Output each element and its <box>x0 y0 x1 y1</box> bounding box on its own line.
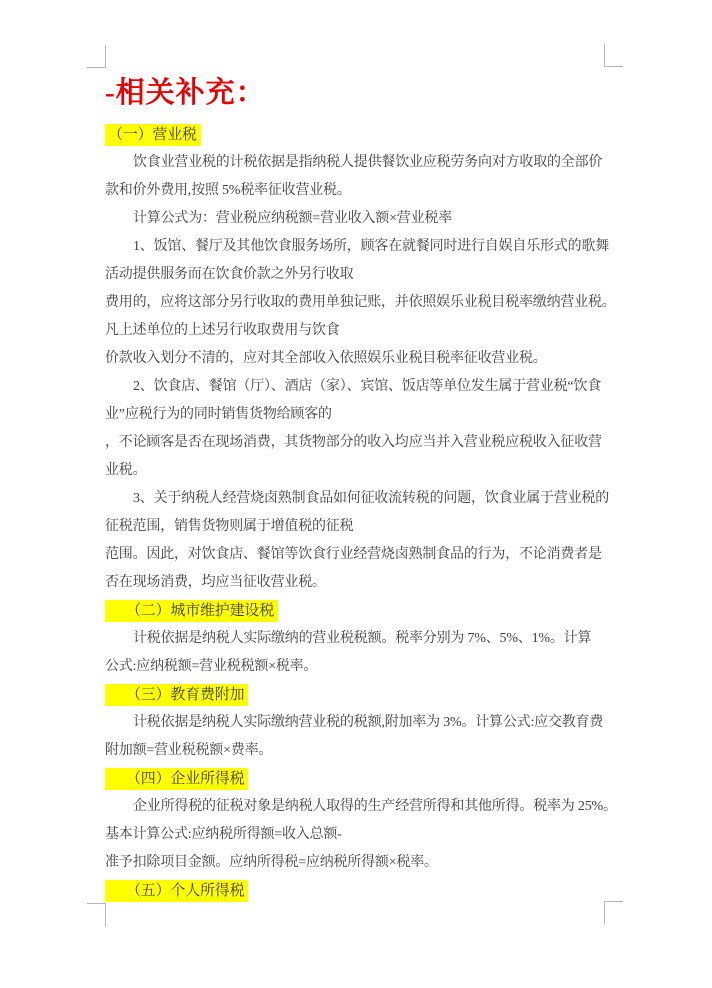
text-flow <box>105 74 617 905</box>
text-line: 基本计算公式:应纳税所得额=收入总额- <box>105 827 342 842</box>
text-line: 凡上述单位的上述另行收取费用与饮食 <box>105 323 340 338</box>
text-line: 准予扣除项目金额。应纳所得税=应纳税所得额×税率。 <box>105 855 438 870</box>
text-line: 费用的，应将这部分另行收取的费用单独记账，并依照娱乐业税目税率缴纳营业税。 <box>105 295 616 310</box>
crop-mark-top-left <box>87 45 106 68</box>
text-line: ，不论顾客是否在现场消费，其货物部分的收入均应当并入营业税应税收入征收营 <box>105 435 602 450</box>
text-line: 公式:应纳税额=营业税税额×税率。 <box>105 659 318 674</box>
text-line: 款和价外费用,按照 5%税率征收营业税。 <box>105 183 351 198</box>
text-line: 1、饭馆、餐厅及其他饮食服务场所，顾客在就餐同时进行自娱自乐形式的歌舞 <box>133 239 609 254</box>
crop-mark-top-right <box>604 44 623 67</box>
text-line: 3、关于纳税人经营烧卤熟制食品如何征收流转税的问题，饮食业属于营业税的 <box>133 491 609 506</box>
text-line: 范围。因此，对饮食店、餐馆等饮食行业经营烧卤熟制食品的行为，不论消费者是 <box>105 547 602 562</box>
highlighted-header-text: （一）营业税 <box>105 124 201 146</box>
text-line: 价款收入划分不清的，应对其全部收入依照娱乐业税目税率征收营业税。 <box>105 351 547 366</box>
text-line: 否在现场消费，均应当征收营业税。 <box>105 575 326 590</box>
highlighted-header-text: （四）企业所得税 <box>105 768 248 790</box>
text-line: 企业所得税的征税对象是纳税人取得的生产经营所得和其他所得。税率为 25%。 <box>133 799 617 814</box>
text-line: 饮食业营业税的计税依据是指纳税人提供餐饮业应税劳务向对方收取的全部价 <box>133 155 603 170</box>
text-line: 计税依据是纳税人实际缴纳的营业税税额。税率分别为 7%、5%、1%。计算 <box>133 631 592 646</box>
section-header <box>105 597 609 625</box>
text-line: 2、饮食店、餐馆（厅）、酒店（家）、宾馆、饭店等单位发生属于营业税“饮食 <box>133 379 602 394</box>
text-line: 活动提供服务而在饮食价款之外另行收取 <box>105 267 354 282</box>
section-header <box>105 121 609 149</box>
text-line: 业”应税行为的同时销售货物给顾客的 <box>105 407 332 422</box>
section-header <box>105 681 609 709</box>
crop-mark-bottom-left <box>87 903 106 926</box>
page-title: -相关补充： <box>105 77 266 109</box>
text-line: 业税。 <box>105 463 147 478</box>
text-line: 附加额=营业税税额×费率。 <box>105 743 273 758</box>
highlighted-header-text: （二）城市维护建设税 <box>105 600 278 622</box>
section-header <box>105 877 609 905</box>
text-line: 计税依据是纳税人实际缴纳营业税的税额,附加率为 3%。计算公式:应交教育费 <box>133 715 604 730</box>
highlighted-header-text: （五）个人所得税 <box>105 880 248 902</box>
text-line: 计算公式为：营业税应纳税额=营业收入额×营业税率 <box>133 211 452 226</box>
section-header <box>105 765 609 793</box>
text-line: 征税范围，销售货物则属于增值税的征税 <box>105 519 354 534</box>
highlighted-header-text: （三）教育费附加 <box>105 684 248 706</box>
